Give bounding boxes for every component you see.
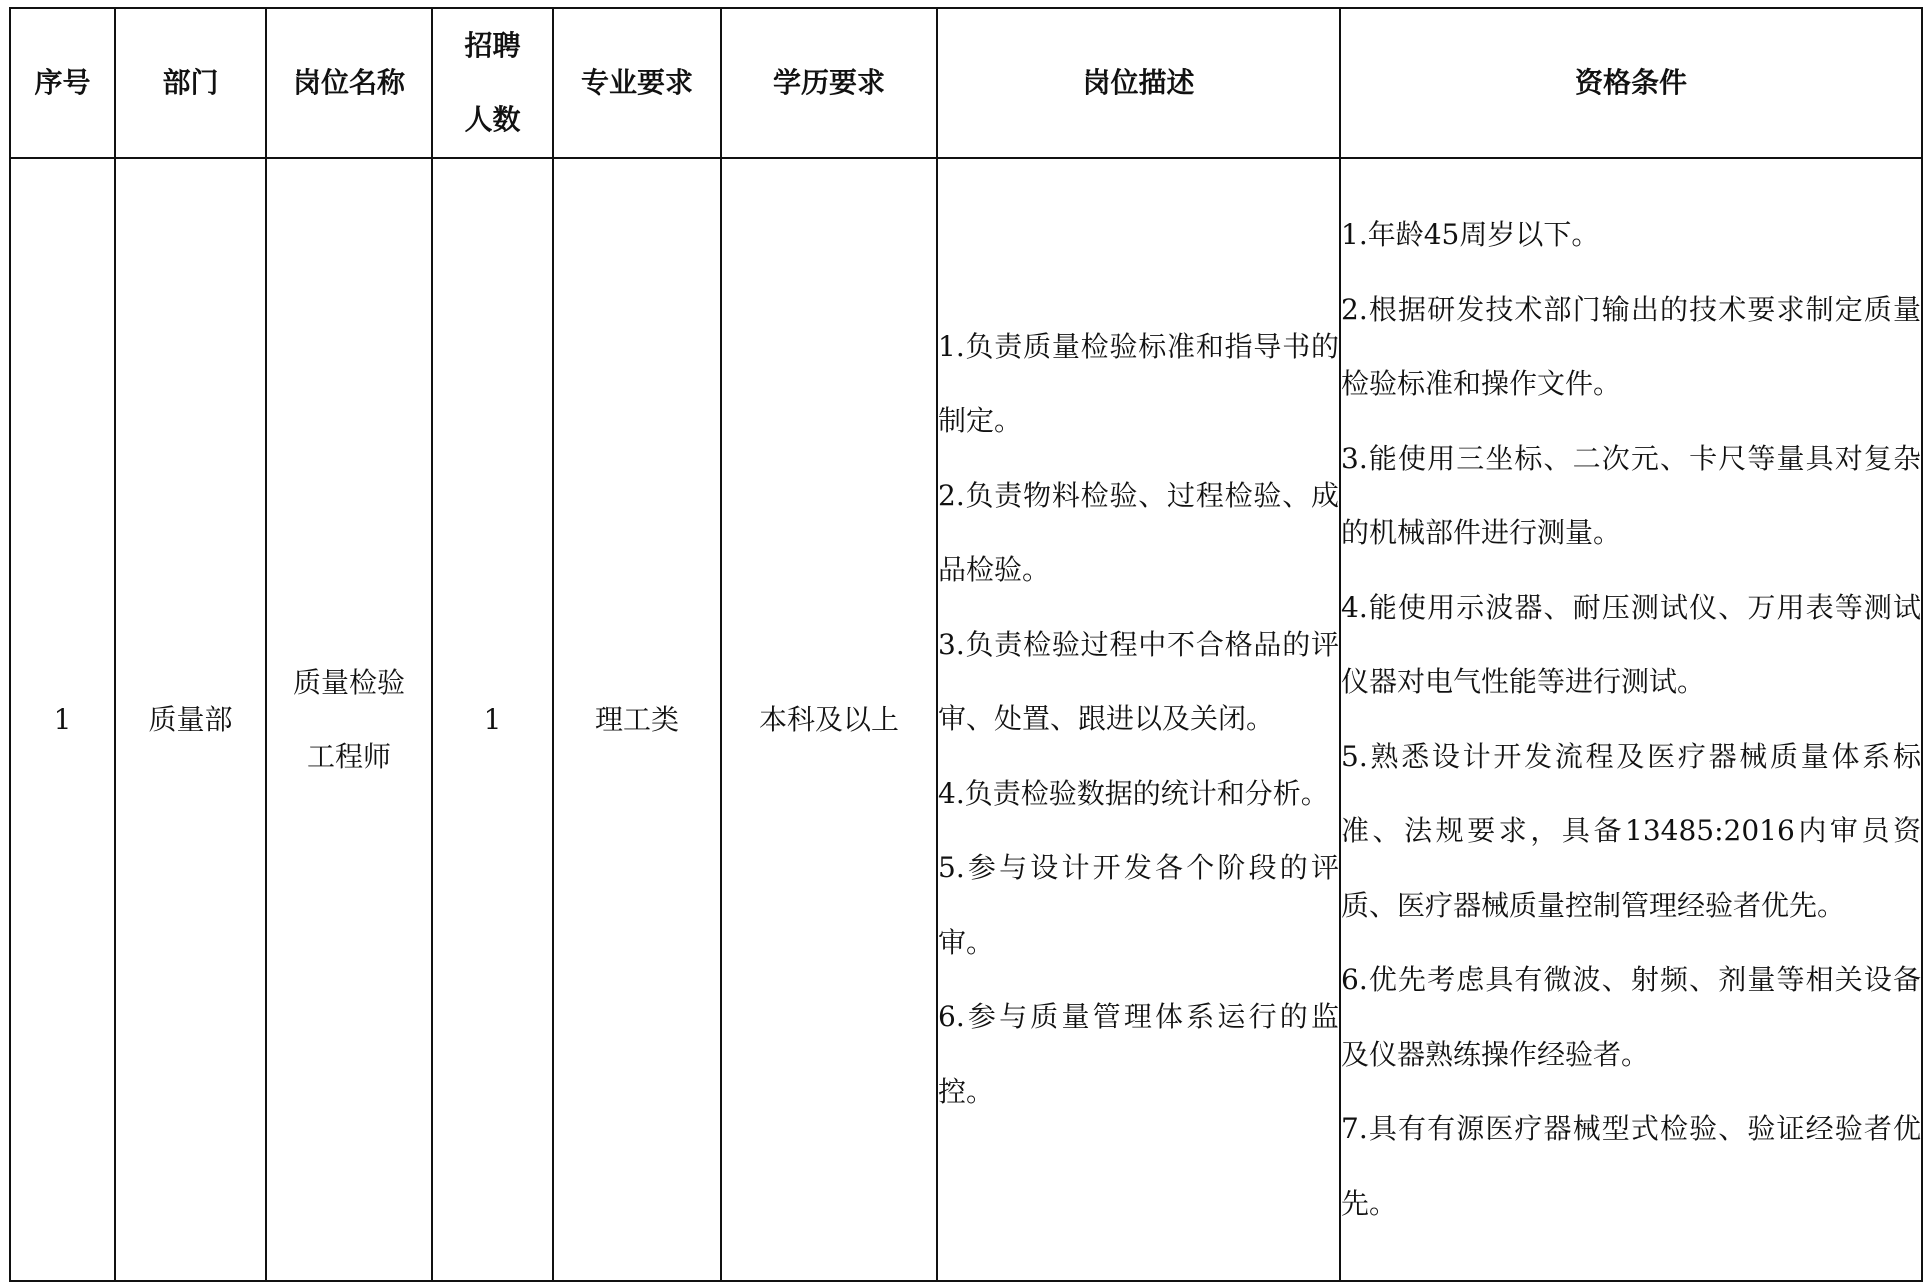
cell-department: 质量部 (115, 158, 266, 1281)
header-department: 部门 (115, 8, 266, 158)
cell-description (937, 158, 1340, 1281)
description-item: 6.参与质量管理体系运行的监控。 (938, 1000, 1339, 1108)
header-row (10, 8, 1922, 158)
description-item: 5.参与设计开发各个阶段的评审。 (938, 851, 1339, 959)
header-position: 岗位名称 (266, 8, 432, 158)
header-headcount (432, 8, 553, 158)
qualification-item: 5.熟悉设计开发流程及医疗器械质量体系标准、法规要求，具备13485:2016内审员资质、医疗器械质量控制管理经验者优先。 (1341, 739, 1921, 922)
header-headcount-line2: 人数 (464, 103, 521, 136)
qualification-item: 1.年龄45周岁以下。 (1341, 218, 1600, 251)
table-row (10, 158, 1922, 1281)
cell-position-line1: 质量检验 (292, 665, 405, 699)
description-item: 1.负责质量检验标准和指导书的制定。 (938, 329, 1339, 438)
qualification-item: 3.能使用三坐标、二次元、卡尺等量具对复杂的机械部件进行测量。 (1341, 441, 1921, 549)
header-headcount-line1: 招聘 (464, 29, 521, 62)
cell-headcount: 1 (432, 158, 553, 1281)
description-item: 2.负责物料检验、过程检验、成品检验。 (938, 478, 1339, 587)
qualification-item: 4.能使用示波器、耐压测试仪、万用表等测试仪器对电气性能等进行测试。 (1341, 590, 1921, 698)
qualification-item: 7.具有有源医疗器械型式检验、验证经验者优先。 (1341, 1112, 1921, 1220)
header-qualifications: 资格条件 (1340, 8, 1922, 158)
cell-position-line2: 工程师 (306, 739, 391, 773)
header-description: 岗位描述 (937, 8, 1340, 158)
cell-major: 理工类 (553, 158, 721, 1281)
description-item: 3.负责检验过程中不合格品的评审、处置、跟进以及关闭。 (938, 627, 1339, 736)
cell-position (266, 158, 432, 1281)
cell-index: 1 (10, 158, 115, 1281)
cell-qualifications (1340, 158, 1922, 1281)
header-index: 序号 (10, 8, 115, 158)
header-major: 专业要求 (553, 8, 721, 158)
qualification-item: 2.根据研发技术部门输出的技术要求制定质量检验标准和操作文件。 (1341, 292, 1921, 400)
description-item: 4.负责检验数据的统计和分析。 (938, 776, 1329, 810)
recruitment-table (9, 7, 1923, 1282)
header-education: 学历要求 (721, 8, 937, 158)
cell-education: 本科及以上 (721, 158, 937, 1281)
qualification-item: 6.优先考虑具有微波、射频、剂量等相关设备及仪器熟练操作经验者。 (1341, 963, 1921, 1071)
